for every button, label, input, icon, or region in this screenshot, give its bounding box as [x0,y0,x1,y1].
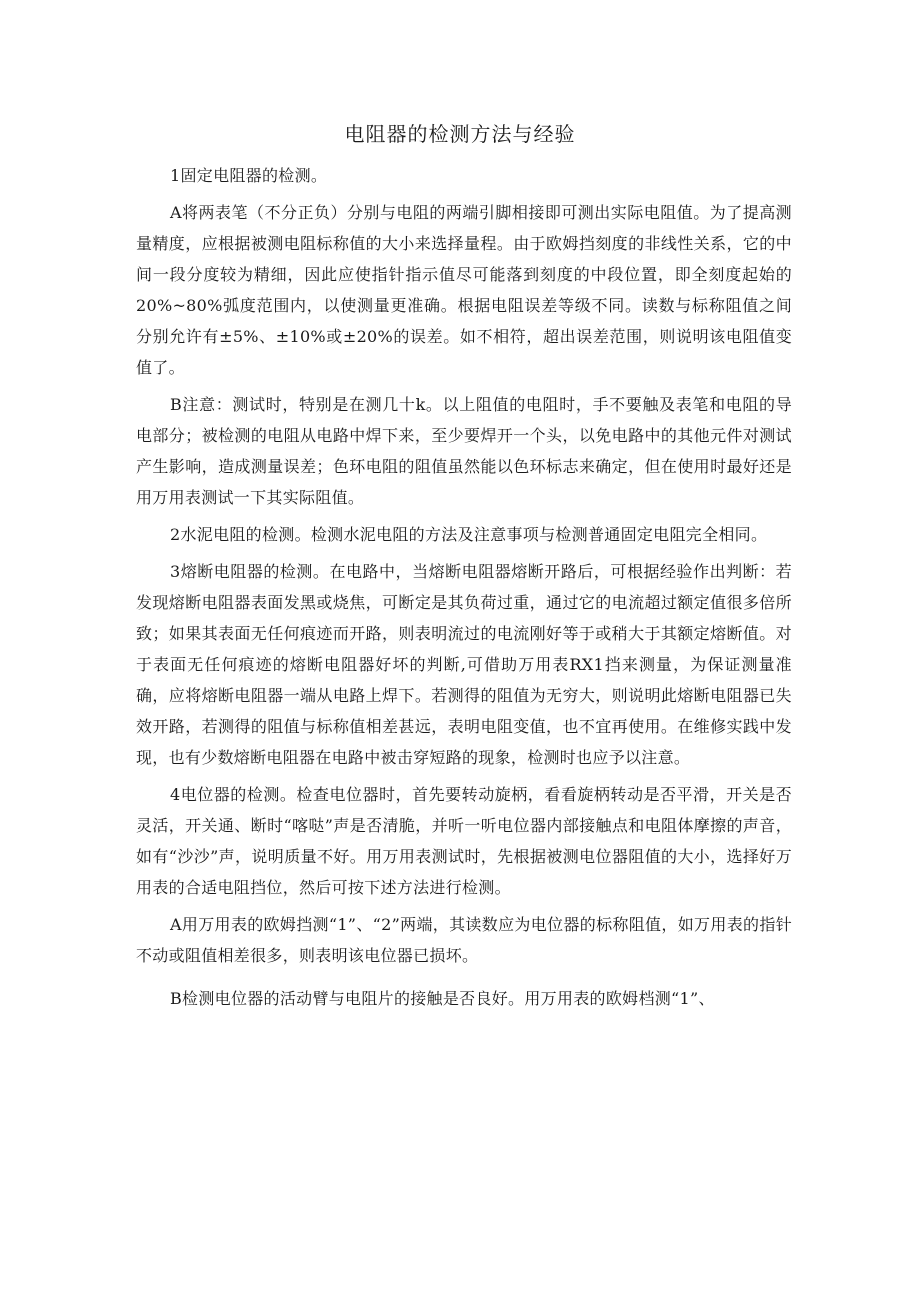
paragraph-potentiometer: 4电位器的检测。检查电位器时，首先要转动旋柄，看看旋柄转动是否平滑，开关是否灵活，开关通、断时“喀哒”声是否清脆，并听一听电位器内部接触点和电阻体摩擦的声音，如有“沙沙”声，说明质量不好。用万用表测试时，先根据被测电位器阻值的大小，选择好万用表的合适电阻挡位，然后可按下述方法进行检测。 [136,785,792,897]
paragraph-potentiometer-b: B检测电位器的活动臂与电阻片的接触是否良好。用万用表的欧姆档测“1”、 [170,989,715,1008]
paragraph-cement-resistor: 2水泥电阻的检测。检测水泥电阻的方法及注意事项与检测普通固定电阻完全相同。 [170,525,768,544]
paragraph-fixed-resistor-heading: 1固定电阻器的检测。 [170,166,328,185]
paragraph-potentiometer-a: A用万用表的欧姆挡测“1”、“2”两端，其读数应为电位器的标称阻值，如万用表的指针不动或阻值相差很多，则表明该电位器已损坏。 [136,915,792,965]
paragraph-fixed-resistor-b: B注意：测试时，特别是在测几十k。以上阻值的电阻时，手不要触及表笔和电阻的导电部分；被检测的电阻从电路中焊下来，至少要焊开一个头，以免电路中的其他元件对测试产生影响，造成测量误差；色环电阻的阻值虽然能以色环标志来确定，但在使用时最好还是用万用表测试一下其实际阻值。 [136,395,792,507]
document-title: 电阻器的检测方法与经验 [344,122,576,146]
paragraph-fusible-resistor: 3熔断电阻器的检测。在电路中，当熔断电阻器熔断开路后，可根据经验作出判断：若发现熔断电阻器表面发黑或烧焦，可断定是其负荷过重，通过它的电流超过额定值很多倍所致；如果其表面无任何痕迹而开路，则表明流过的电流刚好等于或稍大于其额定熔断值。对于表面无任何痕迹的熔断电阻器好坏的判断,可借助万用表RX1挡来测量，为保证测量准确，应将熔断电阻器一端从电路上焊下。若测得的阻值为无穷大，则说明此熔断电阻器已失效开路，若测得的阻值与标称值相差甚远，表明电阻变值，也不宜再使用。在维修实践中发现，也有少数熔断电阻器在电路中被击穿短路的现象，检测时也应予以注意。 [136,562,792,767]
paragraph-fixed-resistor-a: A将两表笔（不分正负）分别与电阻的两端引脚相接即可测出实际电阻值。为了提高测量精度，应根据被测电阻标称值的大小来选择量程。由于欧姆挡刻度的非线性关系，它的中间一段分度较为精细，因此应使指针指示值尽可能落到刻度的中段位置，即全刻度起始的20%~80%弧度范围内，以使测量更准确。根据电阻误差等级不同。读数与标称阻值之间分别允许有±5%、±10%或±20%的误差。如不相符，超出误差范围，则说明该电阻值变值了。 [136,203,792,377]
document-body [136,160,792,1020]
